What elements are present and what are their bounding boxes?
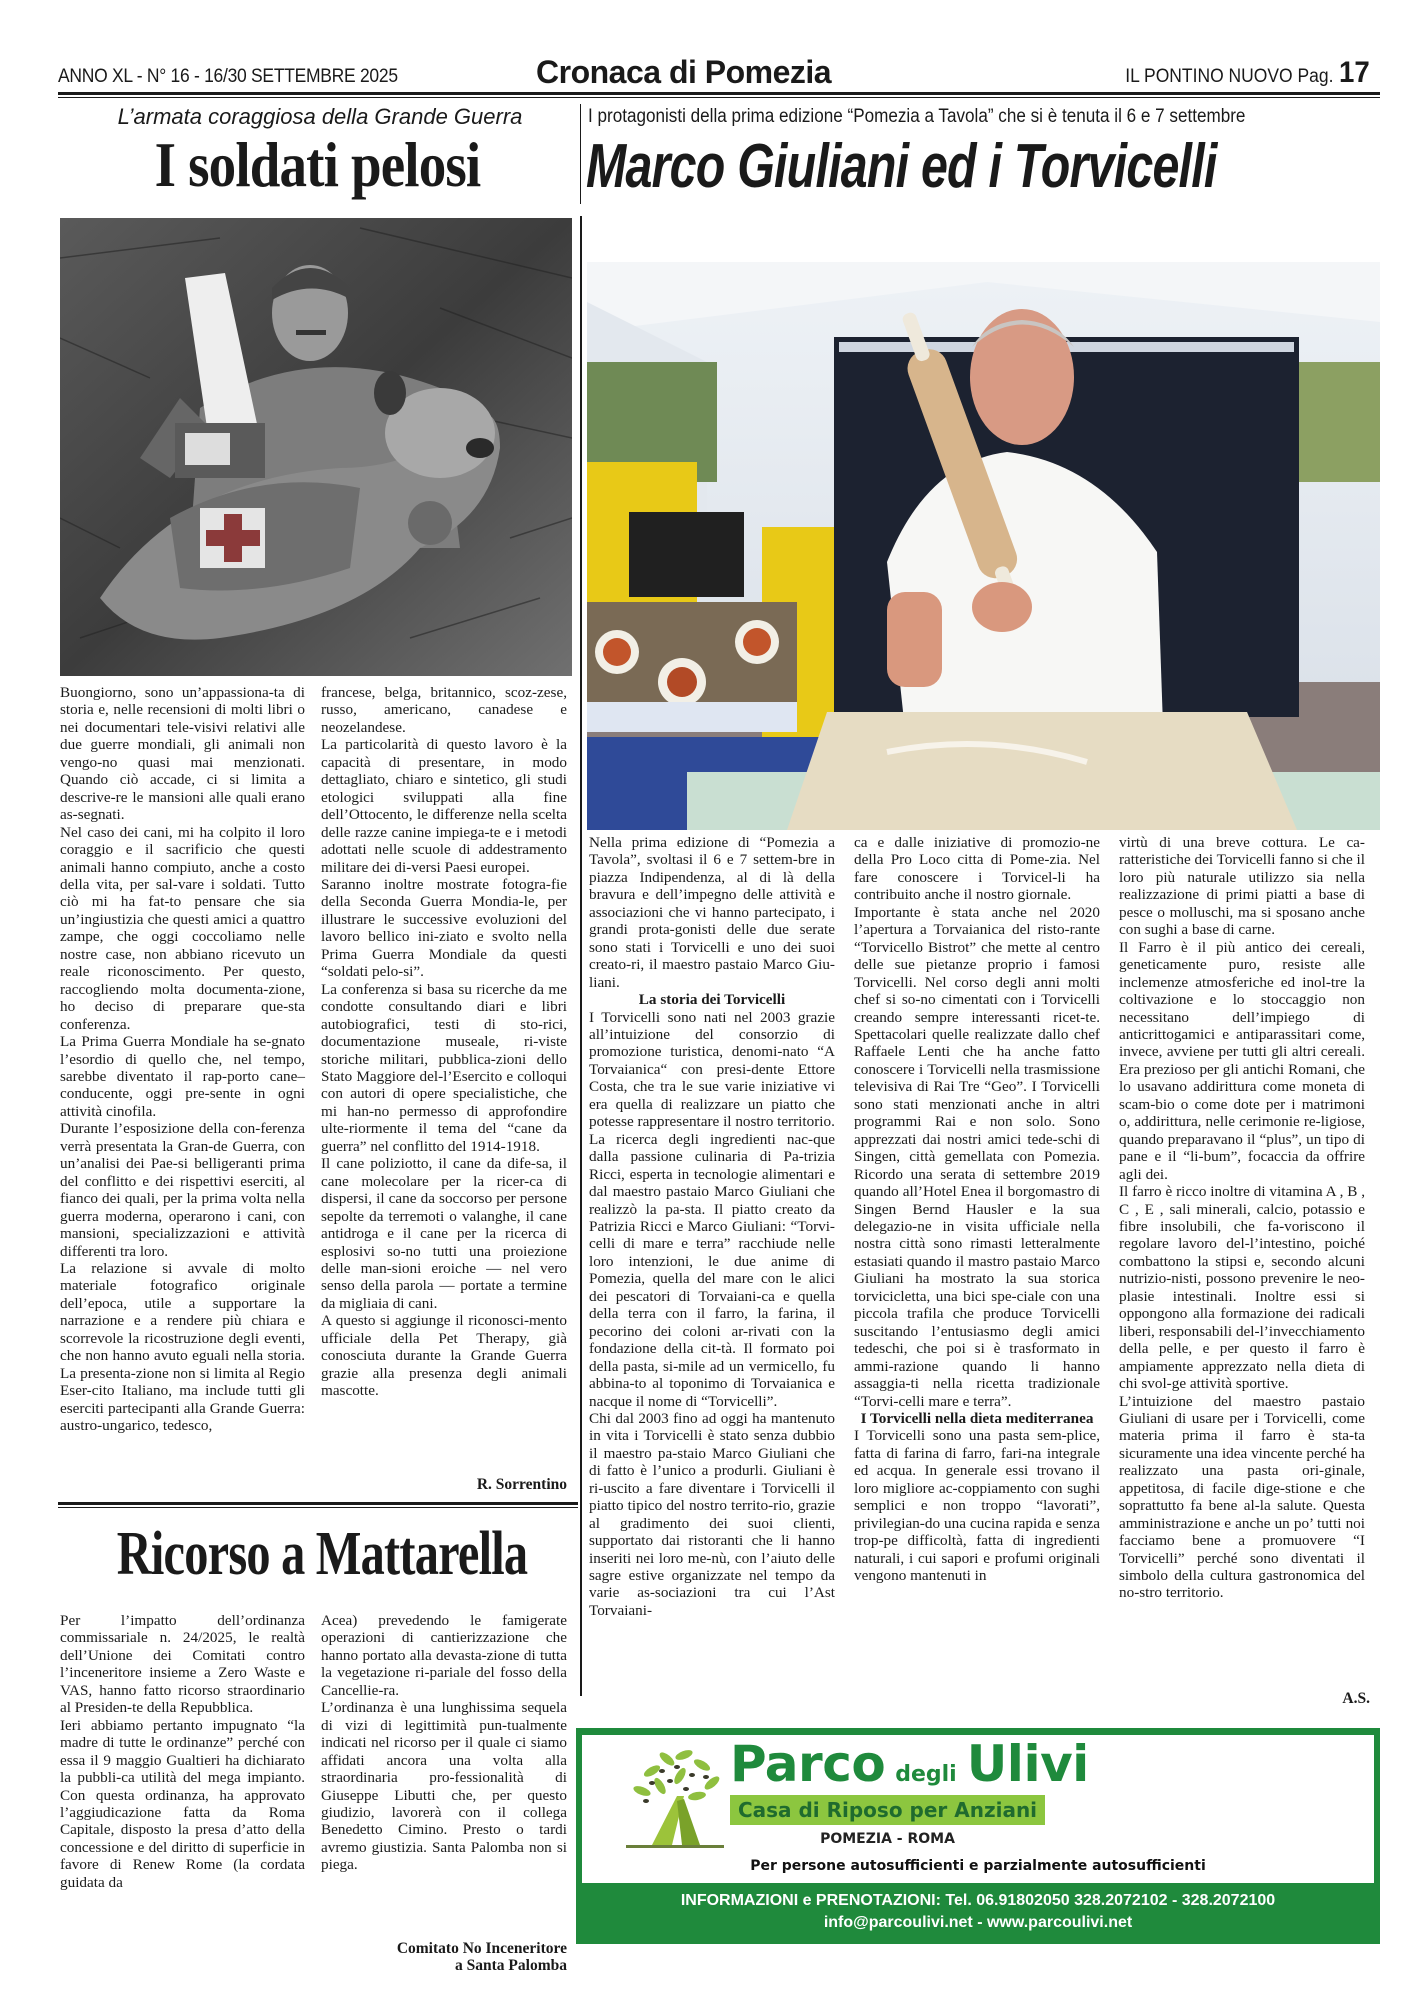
- signature-line: Comitato No Inceneritore: [396, 1940, 567, 1957]
- paragraph: Importante è stata anche nel 2020 l’apertura a Torvaianica del risto-rante “Torvicello Bistrot” che mette al centro delle sue pietanze proprio i famosi Torvicelli. Nel corso degli anni molti chef si so-no cimentati con i Torvicelli creando sempre interessanti ricet-te. Spettacolari quelle realizzate dallo chef Raffaele Lenti che ha anche fatto conoscere i Torvicelli nella trasmissione televisiva di Rai Tre “Geo”. I Torvicelli sono stati menzionati anche in altri programmi Rai e non solo. Sono apprezzati dai nostri amici tede-schi di Singen, città gemellata con Pomezia. Ricordo una serata di settembre 2019 quando all’Hotel Enea il borgomastro di Singen Bernd Hausler e la sua delegazio-ne in visita ufficiale nella nostra città sono rimasti letteralmente estasiati quando il mastro pastaio Marco Giuliani ha mostrato la sua storica torvicicletta, una bici spe-ciale con una piccola trafila che produce Torvicelli suscitando l’entusiasmo degli amici tedeschi, che poi si è trasformato in ammi-razione quando li hanno assaggia-ti nella ricetta tradizionale “Torvi-celli mare e terra”.: [854, 903, 1100, 1410]
- column-divider: [580, 104, 581, 204]
- author-signature: A.S.: [1342, 1690, 1370, 1707]
- page-number: 17: [1339, 56, 1370, 89]
- ad-tagline: Per persone autosufficienti e parzialmente autosufficienti: [750, 1858, 1206, 1874]
- ad-subtitle: Casa di Riposo per Anziani: [730, 1795, 1045, 1825]
- right-article-column-1: [589, 834, 835, 1619]
- paragraph: Acea) prevedendo le famigerate operazioni di cantierizzazione che hanno portato alla devasta-zione di tutta la vegetazione ri-pariale del fosso della Cancellie-ra.: [321, 1612, 567, 1699]
- left-headline: I soldati pelosi: [154, 129, 481, 200]
- subheading: La storia dei Torvicelli: [638, 991, 786, 1009]
- ad-name-part: degli: [895, 1762, 957, 1787]
- ad-city: POMEZIA - ROMA: [820, 1831, 955, 1847]
- ad-contact-info: [576, 1890, 1380, 1934]
- paragraph: Nella prima edizione di “Pomezia a Tavola”, svoltasi il 6 e 7 settem-bre in piazza Indipendenza, al di là della bravura e dell’impegno delle attività e associazioni che vi hanno partecipato, i grandi prota-gonisti delle due serate sono stati i Torvicelli e uno dei suoi creato-ri, il maestro pastaio Marco Giu-liani.: [589, 834, 835, 991]
- subheading: I Torvicelli nella dieta mediterranea: [860, 1409, 1094, 1427]
- paragraph: La relazione si avvale di molto materiale fotografico originale dell’epoca, utile a supportare la narrazione e a rendere più chiara e scorrevole la ricostruzione degli eventi, che non hanno avuto eguali nella storia. La presenta-zione non si limita al Regio Eser-cito Italiano, ma include tutti gli eserciti partecipanti alla Grande Guerra: austro-ungarico, tedesco,: [60, 1259, 305, 1435]
- column-divider: [580, 216, 582, 1696]
- left-article-column-1: [60, 684, 305, 1434]
- paragraph: virtù di una breve cottura. Le ca-ratteristiche dei Torvicelli fanno si che il loro più naturale utilizzo sia nella realizzazione di primi piatti a base di pesce o molluschi, ma si sposano anche con sughi a base di carne.: [1119, 834, 1365, 939]
- right-kicker: I protagonisti della prima edizione “Pomezia a Tavola” che si è tenuta il 6 e 7 settembre: [588, 106, 1246, 127]
- issue-info: ANNO XL - N° 16 - 16/30 SETTEMBRE 2025: [58, 66, 398, 87]
- paragraph: La conferenza si basa su ricerche da me condotte consultando diari e libri autobiografici, testi di sto-rici, documentazione museale, ri-viste storiche militari, pubblica-zioni dello Stato Maggiore del-l’Esercito e colloqui con autori di opere specialistiche, che mi han-no permesso di approfondire ulte-riormente il tema del “cane da guerra” nel conflitto del 1914-1918.: [321, 980, 567, 1155]
- ad-web-line[interactable]: info@parcoulivi.net - www.parcoulivi.net: [823, 1914, 1133, 1931]
- paragraph: Nel caso dei cani, mi ha colpito il loro coraggio e il sacrificio che questi animali hanno compiuto, anche a costo della vita, per sal-vare i soldati. Tutto ciò mi ha fat-to pensare che sia un’ingiustizia che questi amici a quattro zampe, che oggi coccoliamo nelle nostre case, non abbiano ricevuto un reale riconoscimento. Per questo, raccogliendo molta documenta-zione, ho deciso di preparare que-sta conferenza.: [60, 823, 305, 1033]
- paragraph: ca e dalle iniziative di promozio-ne della Pro Loco citta di Pome-zia. Nel fare conoscere i Torvicel-li ha contribuito anche il nostro giornale.: [854, 834, 1100, 904]
- paragraph: Buongiorno, sono un’appassiona-ta di storia e, nelle recensioni di molti libri o nei documentari tele-visivi relativi alle due guerre mondiali, gli animali non vengo-no quasi mai menzionati. Quando ciò accade, ci si limita a descrive-re le mansioni alle quali erano as-segnati.: [60, 684, 305, 824]
- olive-tree-icon: [622, 1741, 732, 1853]
- paragraph: Per l’impatto dell’ordinanza commissariale n. 24/2025, le realtà dell’Unione dei Comitati contro l’inceneritore insieme a Zero Waste e VAS, hanno fatto ricorso straordinario al Presiden-te della Repubblica.: [60, 1612, 305, 1717]
- section-title: Cronaca di Pomezia: [536, 54, 832, 90]
- section-rule: [58, 1502, 578, 1505]
- author-signature: R. Sorrentino: [476, 1476, 567, 1493]
- paragraph: Saranno inoltre mostrate fotogra-fie della Seconda Guerra Mondia-le, per illustrare le successive evoluzioni del lavoro bellico ini-ziato e svolto nella Prima Guerra Mondiale da questi “soldati pelo-si”.: [321, 875, 567, 981]
- ricorso-column-1: [60, 1612, 305, 1891]
- paragraph: Ieri abbiamo pertanto impugnato “la madre di tutte le ordinanze” perché con essa il 9 maggio Gualtieri ha dichiarato la pubbli-ca utilità del mega impianto. Con questa ordinanza, ha approvato l’aggiudicazione fatta da Roma Capitale, disposto la presa d’atto della concessione e del diritto di superficie in favore di Renew Rome (la cordata guidata da: [60, 1716, 305, 1891]
- paragraph: La Prima Guerra Mondiale ha se-gnato l’esordio di quello che, nel tempo, sarebbe diventato il rap-porto cane–conducente, oggi pre-sente in ogni attività cinofila.: [60, 1033, 305, 1120]
- section-rule-thin: [58, 1507, 578, 1508]
- left-article-column-2: [321, 684, 567, 1400]
- ad-panel: [582, 1735, 1374, 1883]
- chef-image: [587, 262, 1380, 830]
- paragraph: Durante l’esposizione della con-ferenza verrà presentata la Gran-de Guerra, con un’analisi dei Pae-si belligeranti prima del conflitto e dei rispettivi eserciti, al fianco dei quali, per la prima volta nella guerra moderna, operarono i cani, con mansioni, specializzazioni e attività differenti tra loro.: [60, 1120, 305, 1260]
- paper-name: IL PONTINO NUOVO Pag.: [1125, 66, 1334, 87]
- ricorso-signature: [321, 1940, 567, 1974]
- paragraph: La particolarità di questo lavoro è la capacità di presentare, in modo dettagliato, chiaro e sintetico, gli studi etologici sviluppati alla fine dell’Ottocento, le differenze nella scelta delle razze canine impiega-te e i metodi adottati nelle scuole di addestramento militare dei di-versi Paesi europei.: [321, 736, 567, 876]
- paragraph: Il farro è ricco inoltre di vitamina A , B , C , E , sali minerali, calcio, potassio e fibre insolubili, che fa-voriscono il regolare lavoro del-l’intestino, poiché combattono la stipsi e, secondo alcuni nutrizio-nisti, possono prevenire le neo-plasie intestinali. Inoltre essi si oppongono alla formazione dei radicali liberi, responsabili del-l’invecchiamento della pelle, e per questo il farro è ampiamente apprezzato nella dieta di chi svol-ge attività sportive.: [1119, 1183, 1365, 1393]
- paragraph: La ricerca degli ingredienti nac-que dalla passione culinaria di Pa-trizia Ricci, esperta in tecnologie alimentari e dal maestro pastaio Marco Giuliani che realizzò la pa-sta. Il piatto creato da Patrizia Ricci e Marco Giuliani: “Torvi-celli di mare e terra” racchiude nelle loro intenzioni, le due anime di Pomezia, quella del mare con le alici dei pescatori di Torvaiani-ca e quella della terra con il farro, la farina, il pecorino dei coloni ar-rivati con la fondazione della cit-tà. Il formato poi della pasta, si-mile ad un vermicello, fu abbina-to al toponimo di Torvaianica e nacque il nome di “Torvicelli”.: [589, 1130, 835, 1410]
- ad-brand-name: [730, 1735, 1210, 1793]
- signature-line: a Santa Palomba: [455, 1957, 567, 1974]
- photo-soldier-dog: [60, 218, 572, 676]
- ricorso-headline: Ricorso a Mattarella: [116, 1520, 528, 1588]
- header-rule-thin: [58, 97, 1380, 98]
- ad-phone-line[interactable]: INFORMAZIONI e PRENOTAZIONI: Tel. 06.91802050 328.2072102 - 328.2072100: [680, 1892, 1276, 1909]
- paragraph: Chi dal 2003 fino ad oggi ha mantenuto in vita i Torvicelli è stato senza dubbio il maestro pa-staio Marco Giuliani che di fatto è l’unico a produrli. Giuliani è ri-uscito a fare diventare i Torvicelli il piatto tipico del nostro territo-rio, grazie al gradimento dei suoi clienti, supportato dai ristoranti che li hanno inseriti nei loro me-nù, con l’aiuto delle sagre estive organizzate nel tempo da varie as-sociazioni tra cui l’Ast Torvaiani-: [589, 1409, 835, 1619]
- left-kicker: L’armata coraggiosa della Grande Guerra: [117, 104, 523, 129]
- ad-name-part: Ulivi: [966, 1735, 1089, 1793]
- paragraph: Il cane poliziotto, il cane da dife-sa, il cane molecolare per la ricer-ca di dispersi, il cane da soccorso per persone sepolte da terremoti o valanghe, il cane antidroga e il cane per la ricerca di esplosivi so-no tutti una proiezione delle man-sioni eroiche — nel vero senso della parola — portate a termine da migliaia di cani.: [321, 1155, 567, 1312]
- paragraph: Il Farro è il più antico dei cereali, geneticamente puro, resiste alle inclemenze atmosferiche ed inol-tre la coltivazione e lo stoccaggio non necessitano dell’impiego di anticrittogamici e antiparassitari come, invece, avviene per tutti gli altri cereali. Era prezioso per gli antichi Romani, che lo usavano addirittura come moneta di scam-bio o come dote per i matrimoni o, addirittura, nelle cerimonie re-ligiose, quando preparavano il “plus”, un tipo di pane e il “li-bum”, focaccia da offrire agli dei.: [1119, 938, 1365, 1183]
- paragraph: L’ordinanza è una lunghissima sequela di vizi di legittimità pun-tualmente indicati nel ricorso per il quale ci siamo affidati ancora una volta alla straordinaria pro-fessionalità di Giuseppe Libutti che, per questo giudizio, lavorerà con il collega Benedetto Cimino. Presto o tardi avremo giustizia. Santa Palomba non si piega.: [321, 1699, 567, 1874]
- paragraph: A questo si aggiunge il riconosci-mento ufficiale della Pet Therapy, già conosciuta durante la Grande Guerra grazie alla presenza degli animali mascotte.: [321, 1312, 567, 1400]
- right-article-column-3: [1119, 834, 1365, 1602]
- paragraph: francese, belga, britannico, scoz-zese, russo, americano, canadese e neozelandese.: [321, 684, 567, 736]
- right-headline: Marco Giuliani ed i Torvicelli: [586, 132, 1217, 201]
- right-article-column-2: [854, 834, 1100, 1584]
- soldier-dog-image: [60, 218, 572, 676]
- ad-name-part: Parco: [730, 1735, 886, 1793]
- photo-chef: [587, 262, 1380, 830]
- paragraph: L’intuizione del maestro pastaio Giuliani di usare per i Torvicelli, come materia prima il farro è sta-ta sicuramente una idea vincente perché ha realizzato una pasta ori-ginale, appetitosa, di facile dige-stione e che soprattutto fa bene al-la salute. Questa amministrazione e anche un po’ tutti noi facciamo bene a promuovere “I Torvicelli” perché sono diventati il simbolo della cultura gastronomica del no-stro territorio.: [1119, 1392, 1365, 1602]
- advertisement-parco-ulivi[interactable]: [576, 1728, 1380, 1944]
- header-rule: [58, 92, 1380, 95]
- ricorso-column-2: [321, 1612, 567, 1874]
- paragraph: I Torvicelli sono una pasta sem-plice, fatta di farina di farro, fari-na integrale ed acqua. In generale essi trovano il loro migliore ac-coppiamento con sughi semplici e non troppo “lavorati”, privilegian-do una cucina rapida e senza trop-pe difficoltà, fatta di ingredienti naturali, i cui sapori e profumi originali vengono mantenuti in: [854, 1427, 1100, 1585]
- paper-page: [1126, 56, 1370, 90]
- paragraph: I Torvicelli sono nati nel 2003 grazie all’intuizione del consorzio di promozione turistica, denomi-nato “A Torvaianica“ con presi-dente Ettore Costa, che tra le sue varie iniziative vi era quella di realizzare un piatto che potesse rappresentare il nostro territorio.: [589, 1008, 835, 1131]
